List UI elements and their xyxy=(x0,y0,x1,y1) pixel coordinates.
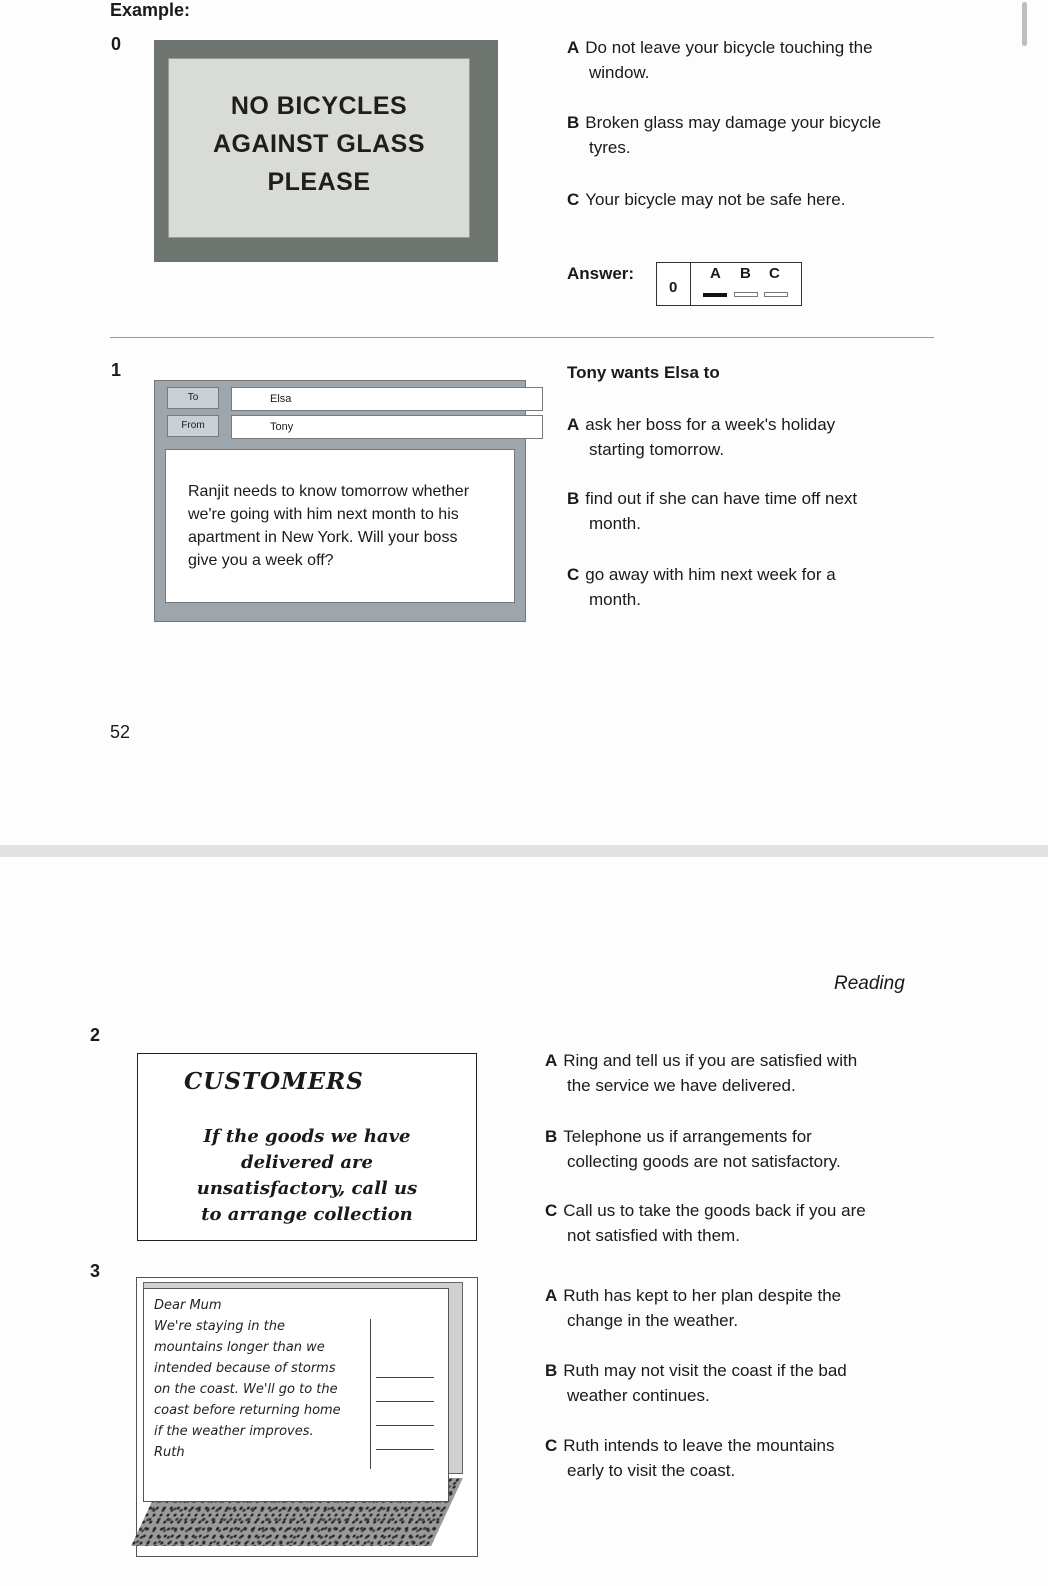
page-number: 52 xyxy=(110,722,131,742)
postcard-line: We're staying in the xyxy=(154,1319,285,1334)
answer-box-number: 0 xyxy=(669,279,678,296)
email-body xyxy=(165,449,515,603)
email-body-line: Ranjit needs to know tomorrow whether xyxy=(188,483,470,500)
email-to-field[interactable]: Elsa xyxy=(231,387,543,411)
sign-line: AGAINST GLASS xyxy=(212,130,426,158)
q1-option-a[interactable]: A ask her boss for a week's holiday starting tomorrow. xyxy=(567,415,836,459)
q2-option-c[interactable]: C Call us to take the goods back if you are not satisfied with them. xyxy=(545,1201,866,1245)
answer-mark-a-filled[interactable] xyxy=(703,293,727,297)
sign-board xyxy=(168,58,470,238)
q3-option-b[interactable]: B Ruth may not visit the coast if the bad weather continues. xyxy=(545,1361,847,1405)
scrollbar-thumb[interactable] xyxy=(1022,2,1027,46)
email-to-label: To xyxy=(167,387,219,409)
email-body-line: apartment in New York. Will your boss xyxy=(188,529,458,546)
postcard-line: Dear Mum xyxy=(154,1298,222,1313)
q1-option-b[interactable]: B find out if she can have time off next month. xyxy=(567,489,858,533)
q0-option-a[interactable]: A Do not leave your bicycle touching the window. xyxy=(567,38,873,82)
answer-letter-c: C xyxy=(769,265,780,282)
answer-label: Answer: xyxy=(567,264,635,283)
notice-line: If the goods we have xyxy=(203,1126,411,1147)
email-body-line: give you a week off? xyxy=(188,552,334,569)
postcard-line: if the weather improves. xyxy=(154,1424,314,1439)
q3-option-c[interactable]: C Ruth intends to leave the mountains early to visit the coast. xyxy=(545,1436,835,1480)
postcard-line: intended because of storms xyxy=(154,1361,336,1376)
example-label: Example: xyxy=(110,0,191,20)
question-0-number: 0 xyxy=(111,34,122,54)
email-body-line: we're going with him next month to his xyxy=(188,506,459,523)
question-3-number: 3 xyxy=(90,1261,101,1281)
page-bottom xyxy=(0,857,1040,1586)
notice-title: CUSTOMERS xyxy=(184,1068,364,1095)
notice-line: unsatisfactory, call us xyxy=(196,1178,418,1199)
q2-option-a[interactable]: A Ring and tell us if you are satisfied with the service we have delivered. xyxy=(545,1051,858,1095)
q0-option-c[interactable]: C Your bicycle may not be safe here. xyxy=(567,190,846,209)
q2-option-b[interactable]: B Telephone us if arrangements for collecting goods are not satisfactory. xyxy=(545,1127,841,1171)
answer-mark-b-empty[interactable] xyxy=(734,292,758,297)
page-gap xyxy=(0,845,1048,857)
notice-line: delivered are xyxy=(240,1152,373,1173)
postcard-illustration xyxy=(136,1277,478,1557)
question-1-number: 1 xyxy=(111,360,122,380)
email-from-label: From xyxy=(167,415,219,437)
email-window xyxy=(154,380,526,622)
section-title: Reading xyxy=(834,973,905,994)
email-from-field[interactable]: Tony xyxy=(231,415,543,439)
question-1-stem: Tony wants Elsa to xyxy=(567,363,720,382)
postcard-line: Ruth xyxy=(154,1445,185,1460)
q1-option-c[interactable]: C go away with him next week for a month. xyxy=(567,565,836,609)
notice-line: to arrange collection xyxy=(201,1204,413,1225)
sign-line: NO BICYCLES xyxy=(230,92,408,120)
postcard-line: on the coast. We'll go to the xyxy=(154,1382,338,1397)
postcard-line: mountains longer than we xyxy=(154,1340,325,1355)
divider xyxy=(110,337,934,338)
customers-notice xyxy=(137,1053,477,1241)
answer-mark-c-empty[interactable] xyxy=(764,292,788,297)
postcard-line: coast before returning home xyxy=(154,1403,341,1418)
answer-box xyxy=(656,262,802,306)
sign-line: PLEASE xyxy=(267,168,371,196)
question-2-number: 2 xyxy=(90,1025,101,1045)
answer-letter-a: A xyxy=(710,265,721,282)
postcard-card xyxy=(143,1288,449,1502)
q3-option-a[interactable]: A Ruth has kept to her plan despite the change in the weather. xyxy=(545,1286,842,1330)
sign-photo xyxy=(154,40,498,262)
q0-option-b[interactable]: B Broken glass may damage your bicycle tyres. xyxy=(567,113,882,157)
answer-letter-b: B xyxy=(740,265,751,282)
